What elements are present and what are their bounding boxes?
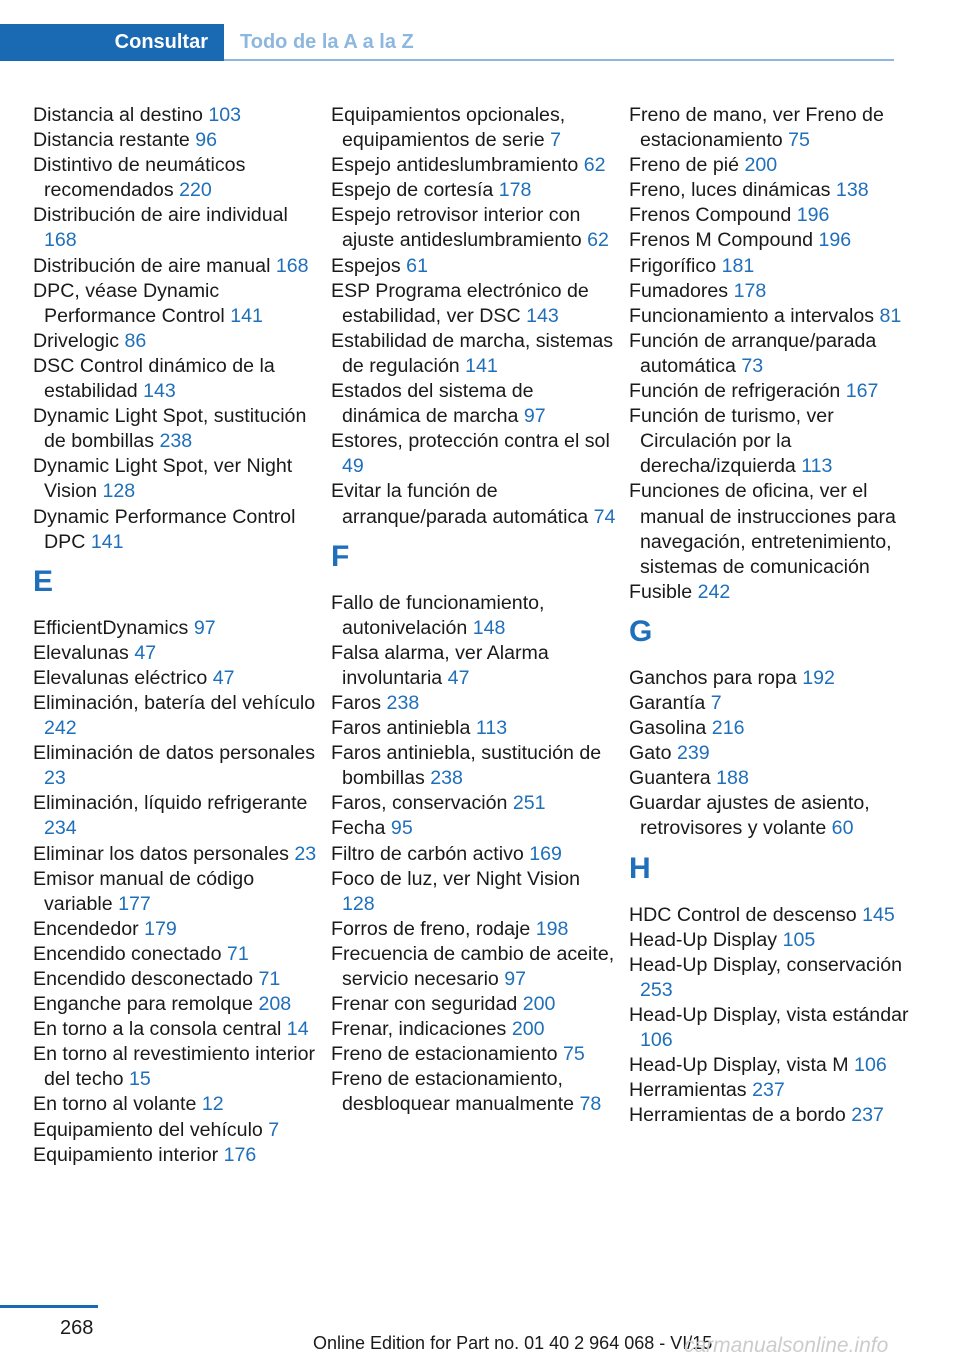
page-header bbox=[0, 0, 960, 66]
index-entry-text: Freno de estacionamiento bbox=[331, 1043, 558, 1066]
index-entry bbox=[629, 766, 914, 791]
index-entry bbox=[629, 691, 914, 716]
index-entry-text: Dynamic Light Spot, ver Night Vision bbox=[33, 455, 293, 503]
index-entry-text: Freno, luces dinámicas bbox=[629, 179, 831, 202]
page-link[interactable]: 141 bbox=[230, 304, 263, 327]
index-entry bbox=[331, 716, 616, 741]
index-entry-text: Equipamientos opcionales, equipamientos de serie bbox=[331, 104, 566, 152]
index-entry-text: Espejo antideslumbramiento bbox=[331, 154, 579, 177]
index-entry bbox=[629, 953, 914, 1003]
index-entry-text: Frenar, indicaciones bbox=[331, 1018, 507, 1041]
index-entry-text: En torno al volante bbox=[33, 1093, 197, 1116]
page-link[interactable]: 216 bbox=[711, 717, 745, 740]
index-entry-text: Filtro de carbón activo bbox=[331, 842, 524, 865]
page-link[interactable]: 143 bbox=[143, 380, 176, 403]
index-entry bbox=[331, 1017, 616, 1042]
index-entry bbox=[33, 666, 318, 691]
index-entry-text: Distancia al destino bbox=[33, 104, 203, 126]
page-link[interactable]: 103 bbox=[208, 104, 242, 126]
page-link[interactable]: 238 bbox=[159, 430, 193, 453]
index-entry bbox=[33, 203, 318, 253]
section-letter: H bbox=[629, 851, 651, 885]
page-link[interactable]: 106 bbox=[640, 1029, 673, 1051]
index-entry bbox=[629, 329, 914, 379]
index-entry bbox=[331, 867, 616, 917]
index-entry bbox=[33, 867, 318, 917]
index-entry bbox=[331, 691, 616, 716]
index-entry-text: Freno de pié bbox=[629, 154, 740, 177]
index-entry bbox=[331, 1042, 616, 1067]
index-entry-text: Emisor manual de código variable bbox=[33, 867, 255, 915]
index-entry-text: Head-Up Display, vista estándar bbox=[629, 1003, 909, 1026]
index-entry bbox=[629, 203, 914, 228]
page-link[interactable]: 239 bbox=[676, 742, 710, 765]
edition-text: Online Edition for Part no. 01 40 2 964 068 - VI/15 bbox=[313, 1333, 713, 1353]
index-entry bbox=[629, 1053, 914, 1078]
index-entry bbox=[33, 1042, 318, 1092]
index-entry bbox=[331, 178, 616, 203]
index-entry-text: Evitar la función de arranque/parada automática bbox=[331, 480, 589, 528]
page-link[interactable]: 113 bbox=[801, 455, 833, 478]
index-entry-text: Estabilidad de marcha, sistemas de regulación bbox=[331, 329, 614, 377]
index-entry-text: Eliminación, batería del vehículo bbox=[33, 691, 316, 714]
index-entry-text: Herramientas de a bordo bbox=[629, 1104, 846, 1127]
page-link[interactable]: 237 bbox=[851, 1104, 884, 1127]
index-entry bbox=[331, 917, 616, 942]
index-entry bbox=[331, 992, 616, 1017]
index-entry bbox=[629, 254, 914, 279]
page-link[interactable]: 81 bbox=[879, 304, 902, 327]
page-link[interactable]: 74 bbox=[593, 505, 616, 528]
index-entry bbox=[331, 791, 616, 816]
page-link[interactable]: 62 bbox=[583, 154, 606, 177]
index-entry-text: Distribución de aire manual bbox=[33, 254, 271, 277]
page-link[interactable]: 15 bbox=[128, 1068, 151, 1091]
index-column-3 bbox=[629, 103, 914, 1128]
page-link[interactable]: 12 bbox=[201, 1093, 224, 1116]
index-entry bbox=[331, 591, 616, 641]
index-entry bbox=[331, 379, 616, 429]
index-entry bbox=[33, 616, 318, 641]
index-entry-text: Faros, conservación bbox=[331, 792, 508, 815]
index-entry-text: Frigorífico bbox=[629, 254, 717, 277]
index-entry-text: Guantera bbox=[629, 767, 711, 790]
index-entry-text: Faros antiniebla bbox=[331, 717, 471, 740]
index-entry bbox=[331, 429, 616, 479]
index-entry-text: Estados del sistema de dinámica de marcha bbox=[331, 380, 534, 428]
page-link[interactable]: 47 bbox=[447, 666, 470, 689]
index-entry bbox=[33, 1118, 318, 1143]
index-entry bbox=[33, 842, 318, 867]
page-link[interactable]: 238 bbox=[386, 691, 420, 714]
page-link[interactable]: 97 bbox=[193, 616, 216, 639]
page-link[interactable]: 148 bbox=[472, 616, 506, 639]
index-entry-text: DSC Control dinámico de la estabilidad bbox=[33, 354, 275, 403]
index-entry-text: En torno al revestimiento interior del techo bbox=[33, 1043, 316, 1091]
index-entry bbox=[629, 404, 914, 479]
index-entry bbox=[331, 1067, 616, 1117]
index-entry bbox=[331, 479, 616, 529]
index-entry bbox=[331, 942, 616, 992]
index-entry-text: Eliminación de datos personales bbox=[33, 742, 316, 765]
page-link[interactable]: 192 bbox=[802, 666, 835, 689]
index-entry bbox=[33, 641, 318, 666]
index-entry bbox=[33, 454, 318, 504]
page-link[interactable]: 169 bbox=[529, 842, 562, 865]
index-entry bbox=[33, 404, 318, 454]
index-entry-text: DPC, véase Dynamic Performance Control bbox=[33, 279, 225, 327]
page-link[interactable]: 128 bbox=[342, 892, 375, 915]
index-entry-text: Forros de freno, rodaje bbox=[331, 917, 531, 940]
page-link[interactable]: 7 bbox=[268, 1118, 280, 1141]
index-entry-text: Freno de mano, ver Freno de estacionamiento bbox=[629, 104, 884, 152]
index-entry-text: Fecha bbox=[331, 817, 386, 840]
index-entry-text: Equipamiento interior bbox=[33, 1143, 219, 1166]
tab-consultar[interactable]: Consultar bbox=[0, 24, 224, 61]
index-entry bbox=[33, 741, 318, 791]
index-entry bbox=[629, 1078, 914, 1103]
index-entry bbox=[629, 928, 914, 953]
page-link[interactable]: 73 bbox=[741, 354, 764, 377]
index-entry-text: Espejo de cortesía bbox=[331, 179, 494, 202]
page-link[interactable]: 237 bbox=[752, 1079, 785, 1102]
index-entry-text: Gasolina bbox=[629, 717, 707, 740]
index-entry bbox=[629, 1103, 914, 1128]
page-link[interactable]: 23 bbox=[294, 842, 317, 865]
index-entry bbox=[33, 992, 318, 1017]
index-entry bbox=[629, 103, 914, 153]
index-entry-text: Ganchos para ropa bbox=[629, 666, 797, 689]
page-link[interactable]: 61 bbox=[406, 254, 428, 277]
index-entry-text: ESP Programa electrónico de estabilidad, ver DSC bbox=[331, 279, 589, 327]
index-entry bbox=[33, 254, 318, 279]
page-link[interactable]: 143 bbox=[526, 304, 559, 327]
page-link[interactable]: 167 bbox=[845, 380, 879, 403]
index-entry-text: Fallo de funcionamiento, autonivelación bbox=[331, 591, 545, 639]
page-link[interactable]: 178 bbox=[733, 279, 767, 302]
page-link[interactable]: 97 bbox=[504, 968, 527, 990]
index-entry-text: Distribución de aire individual bbox=[33, 204, 288, 227]
index-entry-text: Fusible bbox=[629, 580, 693, 603]
page-link[interactable]: 145 bbox=[862, 903, 895, 926]
page-link[interactable]: 141 bbox=[90, 530, 124, 553]
index-entry-text: EfficientDynamics bbox=[33, 616, 189, 639]
index-entry bbox=[33, 1143, 318, 1168]
index-entry-text: Funcionamiento a intervalos bbox=[629, 304, 875, 327]
index-entry-text: Elevalunas bbox=[33, 641, 129, 664]
page-link[interactable]: 178 bbox=[498, 179, 532, 202]
index-entry-text: Frecuencia de cambio de aceite, servicio necesario bbox=[331, 942, 615, 990]
page-link[interactable]: 177 bbox=[118, 892, 151, 915]
page-link[interactable]: 47 bbox=[212, 666, 235, 689]
watermark: carmanualsonline.info bbox=[684, 1334, 889, 1357]
index-entry bbox=[629, 716, 914, 741]
index-entry bbox=[331, 254, 616, 279]
page-link[interactable]: 7 bbox=[550, 129, 561, 152]
index-entry bbox=[629, 1003, 914, 1053]
page-link[interactable]: 220 bbox=[179, 179, 212, 202]
index-entry bbox=[33, 967, 318, 992]
index-entry-text: Espejo retrovisor interior con ajuste antideslumbramiento bbox=[331, 204, 582, 252]
index-entry bbox=[33, 1092, 318, 1117]
index-entry bbox=[629, 791, 914, 841]
header-divider bbox=[224, 59, 894, 61]
index-entry-text: Eliminación, líquido refrigerante bbox=[33, 792, 308, 815]
page-link[interactable]: 62 bbox=[587, 229, 609, 252]
index-entry bbox=[331, 279, 616, 329]
index-entry-text: Head-Up Display, vista M bbox=[629, 1054, 849, 1077]
page-link[interactable]: 188 bbox=[716, 767, 749, 790]
page-link[interactable]: 113 bbox=[475, 717, 508, 740]
index-entry-text: Estores, protección contra el sol bbox=[331, 430, 610, 453]
index-entry bbox=[331, 153, 616, 178]
index-entry bbox=[33, 128, 318, 153]
page-number: 268 bbox=[60, 1317, 94, 1339]
index-entry bbox=[33, 505, 318, 555]
index-entry-text: Garantía bbox=[629, 691, 706, 714]
index-entry bbox=[629, 479, 914, 579]
index-entry bbox=[331, 842, 616, 867]
index-entry bbox=[331, 203, 616, 253]
index-entry-text: Función de refrigeración bbox=[629, 380, 841, 403]
page-link[interactable]: 179 bbox=[144, 917, 177, 940]
index-entry bbox=[331, 103, 616, 153]
index-entry-text: Enganche para remolque bbox=[33, 993, 254, 1016]
index-entry bbox=[629, 379, 914, 404]
page-link[interactable]: 242 bbox=[44, 717, 77, 740]
page-link[interactable]: 86 bbox=[124, 329, 147, 352]
index-entry-text: Espejos bbox=[331, 254, 401, 277]
index-column-2 bbox=[331, 103, 616, 1118]
index-entry bbox=[331, 741, 616, 791]
page-link[interactable]: 106 bbox=[854, 1054, 887, 1077]
index-entry-text: Guardar ajustes de asiento, retrovisores y volante bbox=[629, 792, 870, 840]
page-link[interactable]: 168 bbox=[44, 229, 77, 252]
footer-rule bbox=[0, 1305, 98, 1308]
page-link[interactable]: 95 bbox=[390, 817, 413, 840]
page-link[interactable]: 71 bbox=[226, 942, 249, 965]
page-link[interactable]: 238 bbox=[430, 767, 463, 790]
index-entry-text: En torno a la consola central bbox=[33, 1018, 282, 1041]
index-entry bbox=[629, 178, 914, 203]
page-link[interactable]: 242 bbox=[697, 580, 731, 603]
index-entry-text: Encendido desconectado bbox=[33, 968, 254, 990]
index-entry bbox=[629, 903, 914, 928]
index-entry-text: HDC Control de descenso bbox=[629, 903, 857, 926]
page-link[interactable]: 49 bbox=[342, 455, 364, 478]
page-link[interactable]: 196 bbox=[796, 204, 830, 227]
page-link[interactable]: 71 bbox=[258, 968, 281, 990]
index-entry bbox=[629, 580, 914, 605]
index-entry bbox=[33, 329, 318, 354]
page-link[interactable]: 14 bbox=[286, 1018, 309, 1041]
index-entry-text: Dynamic Performance Control DPC bbox=[33, 505, 296, 553]
page-link[interactable]: 128 bbox=[102, 480, 136, 503]
index-entry bbox=[629, 741, 914, 766]
index-entry bbox=[629, 304, 914, 329]
index-entry-text: Faros antiniebla, sustitución de bombillas bbox=[331, 742, 602, 790]
page-link[interactable]: 75 bbox=[788, 129, 810, 152]
page-link[interactable]: 47 bbox=[134, 641, 157, 664]
index-entry-text: Faros bbox=[331, 691, 382, 714]
page-link[interactable]: 97 bbox=[523, 405, 546, 428]
index-entry-text: Herramientas bbox=[629, 1079, 747, 1102]
index-entry-text: Eliminar los datos personales bbox=[33, 842, 289, 865]
index-entry-text: Frenar con seguridad bbox=[331, 993, 518, 1016]
page-link[interactable]: 105 bbox=[782, 928, 816, 951]
index-entry-text: Gato bbox=[629, 742, 672, 765]
index-entry-text: Equipamiento del vehículo bbox=[33, 1118, 263, 1141]
index-entry-text: Drivelogic bbox=[33, 329, 120, 352]
index-entry-text: Encendido conectado bbox=[33, 942, 222, 965]
page-link[interactable]: 168 bbox=[275, 254, 309, 277]
index-column-1 bbox=[33, 103, 318, 1168]
index-entry bbox=[629, 153, 914, 178]
index-entry bbox=[331, 816, 616, 841]
page-link[interactable]: 196 bbox=[818, 229, 852, 252]
index-entry bbox=[33, 1017, 318, 1042]
index-entry-text: Función de turismo, ver Circulación por la derecha/izquierda bbox=[629, 405, 834, 478]
index-entry bbox=[33, 354, 318, 404]
page-link[interactable]: 78 bbox=[579, 1093, 602, 1116]
page-link[interactable]: 138 bbox=[835, 179, 869, 202]
section-letter: G bbox=[629, 614, 653, 648]
index-entry-text: Head-Up Display bbox=[629, 928, 778, 951]
index-entry bbox=[629, 279, 914, 304]
index-entry bbox=[33, 791, 318, 841]
index-entry-text: Head-Up Display, conservación bbox=[629, 953, 902, 976]
index-entry bbox=[33, 917, 318, 942]
index-entry-text: Falsa alarma, ver Alarma involuntaria bbox=[331, 641, 549, 689]
index-entry-text: Fumadores bbox=[629, 279, 729, 302]
page-link[interactable]: 200 bbox=[511, 1018, 545, 1041]
index-entry bbox=[629, 666, 914, 691]
index-entry-text: Frenos M Compound bbox=[629, 229, 814, 252]
page-link[interactable]: 60 bbox=[831, 817, 854, 840]
page-link[interactable]: 200 bbox=[744, 154, 778, 177]
index-entry bbox=[33, 942, 318, 967]
index-entry bbox=[629, 228, 914, 253]
page-link[interactable]: 200 bbox=[522, 993, 556, 1016]
page-link[interactable]: 234 bbox=[44, 817, 77, 840]
page-link[interactable]: 7 bbox=[710, 691, 722, 714]
index-entry-text: Distintivo de neumáticos recomendados bbox=[33, 154, 246, 202]
page-link[interactable]: 198 bbox=[535, 917, 569, 940]
index-entry bbox=[331, 329, 616, 379]
page-link[interactable]: 181 bbox=[721, 254, 755, 277]
page-link[interactable]: 253 bbox=[640, 978, 673, 1001]
index-entry-text: Elevalunas eléctrico bbox=[33, 666, 208, 689]
index-entry-text: Frenos Compound bbox=[629, 204, 792, 227]
section-letter: F bbox=[331, 539, 350, 573]
section-letter: E bbox=[33, 564, 54, 598]
page-link[interactable]: 23 bbox=[44, 767, 66, 790]
page-link[interactable]: 141 bbox=[465, 354, 498, 377]
index-entry-text: Función de arranque/parada automática bbox=[629, 329, 877, 377]
index-entry-text: Freno de estacionamiento, desbloquear manualmente bbox=[331, 1068, 575, 1116]
index-entry-text: Distancia restante bbox=[33, 129, 190, 152]
page-link[interactable]: 251 bbox=[512, 792, 546, 815]
page-link[interactable]: 176 bbox=[223, 1143, 257, 1166]
page-link[interactable]: 75 bbox=[563, 1043, 585, 1066]
page-link[interactable]: 96 bbox=[195, 129, 218, 152]
index-entry-text: Dynamic Light Spot, sustitución de bombillas bbox=[33, 405, 307, 453]
index-entry bbox=[33, 279, 318, 329]
index-entry bbox=[33, 691, 318, 741]
tab-section-a-z[interactable]: Todo de la A a la Z bbox=[240, 31, 414, 53]
index-entry bbox=[331, 641, 616, 691]
index-entry bbox=[33, 103, 318, 128]
index-entry-text: Foco de luz, ver Night Vision bbox=[331, 867, 581, 890]
page-link[interactable]: 208 bbox=[258, 993, 292, 1016]
index-entry-text: Funciones de oficina, ver el manual de instrucciones para navegación, entretenimiento, sistemas de comunicación bbox=[629, 480, 896, 578]
index-entry-text: Encendedor bbox=[33, 917, 139, 940]
index-entry bbox=[33, 153, 318, 203]
